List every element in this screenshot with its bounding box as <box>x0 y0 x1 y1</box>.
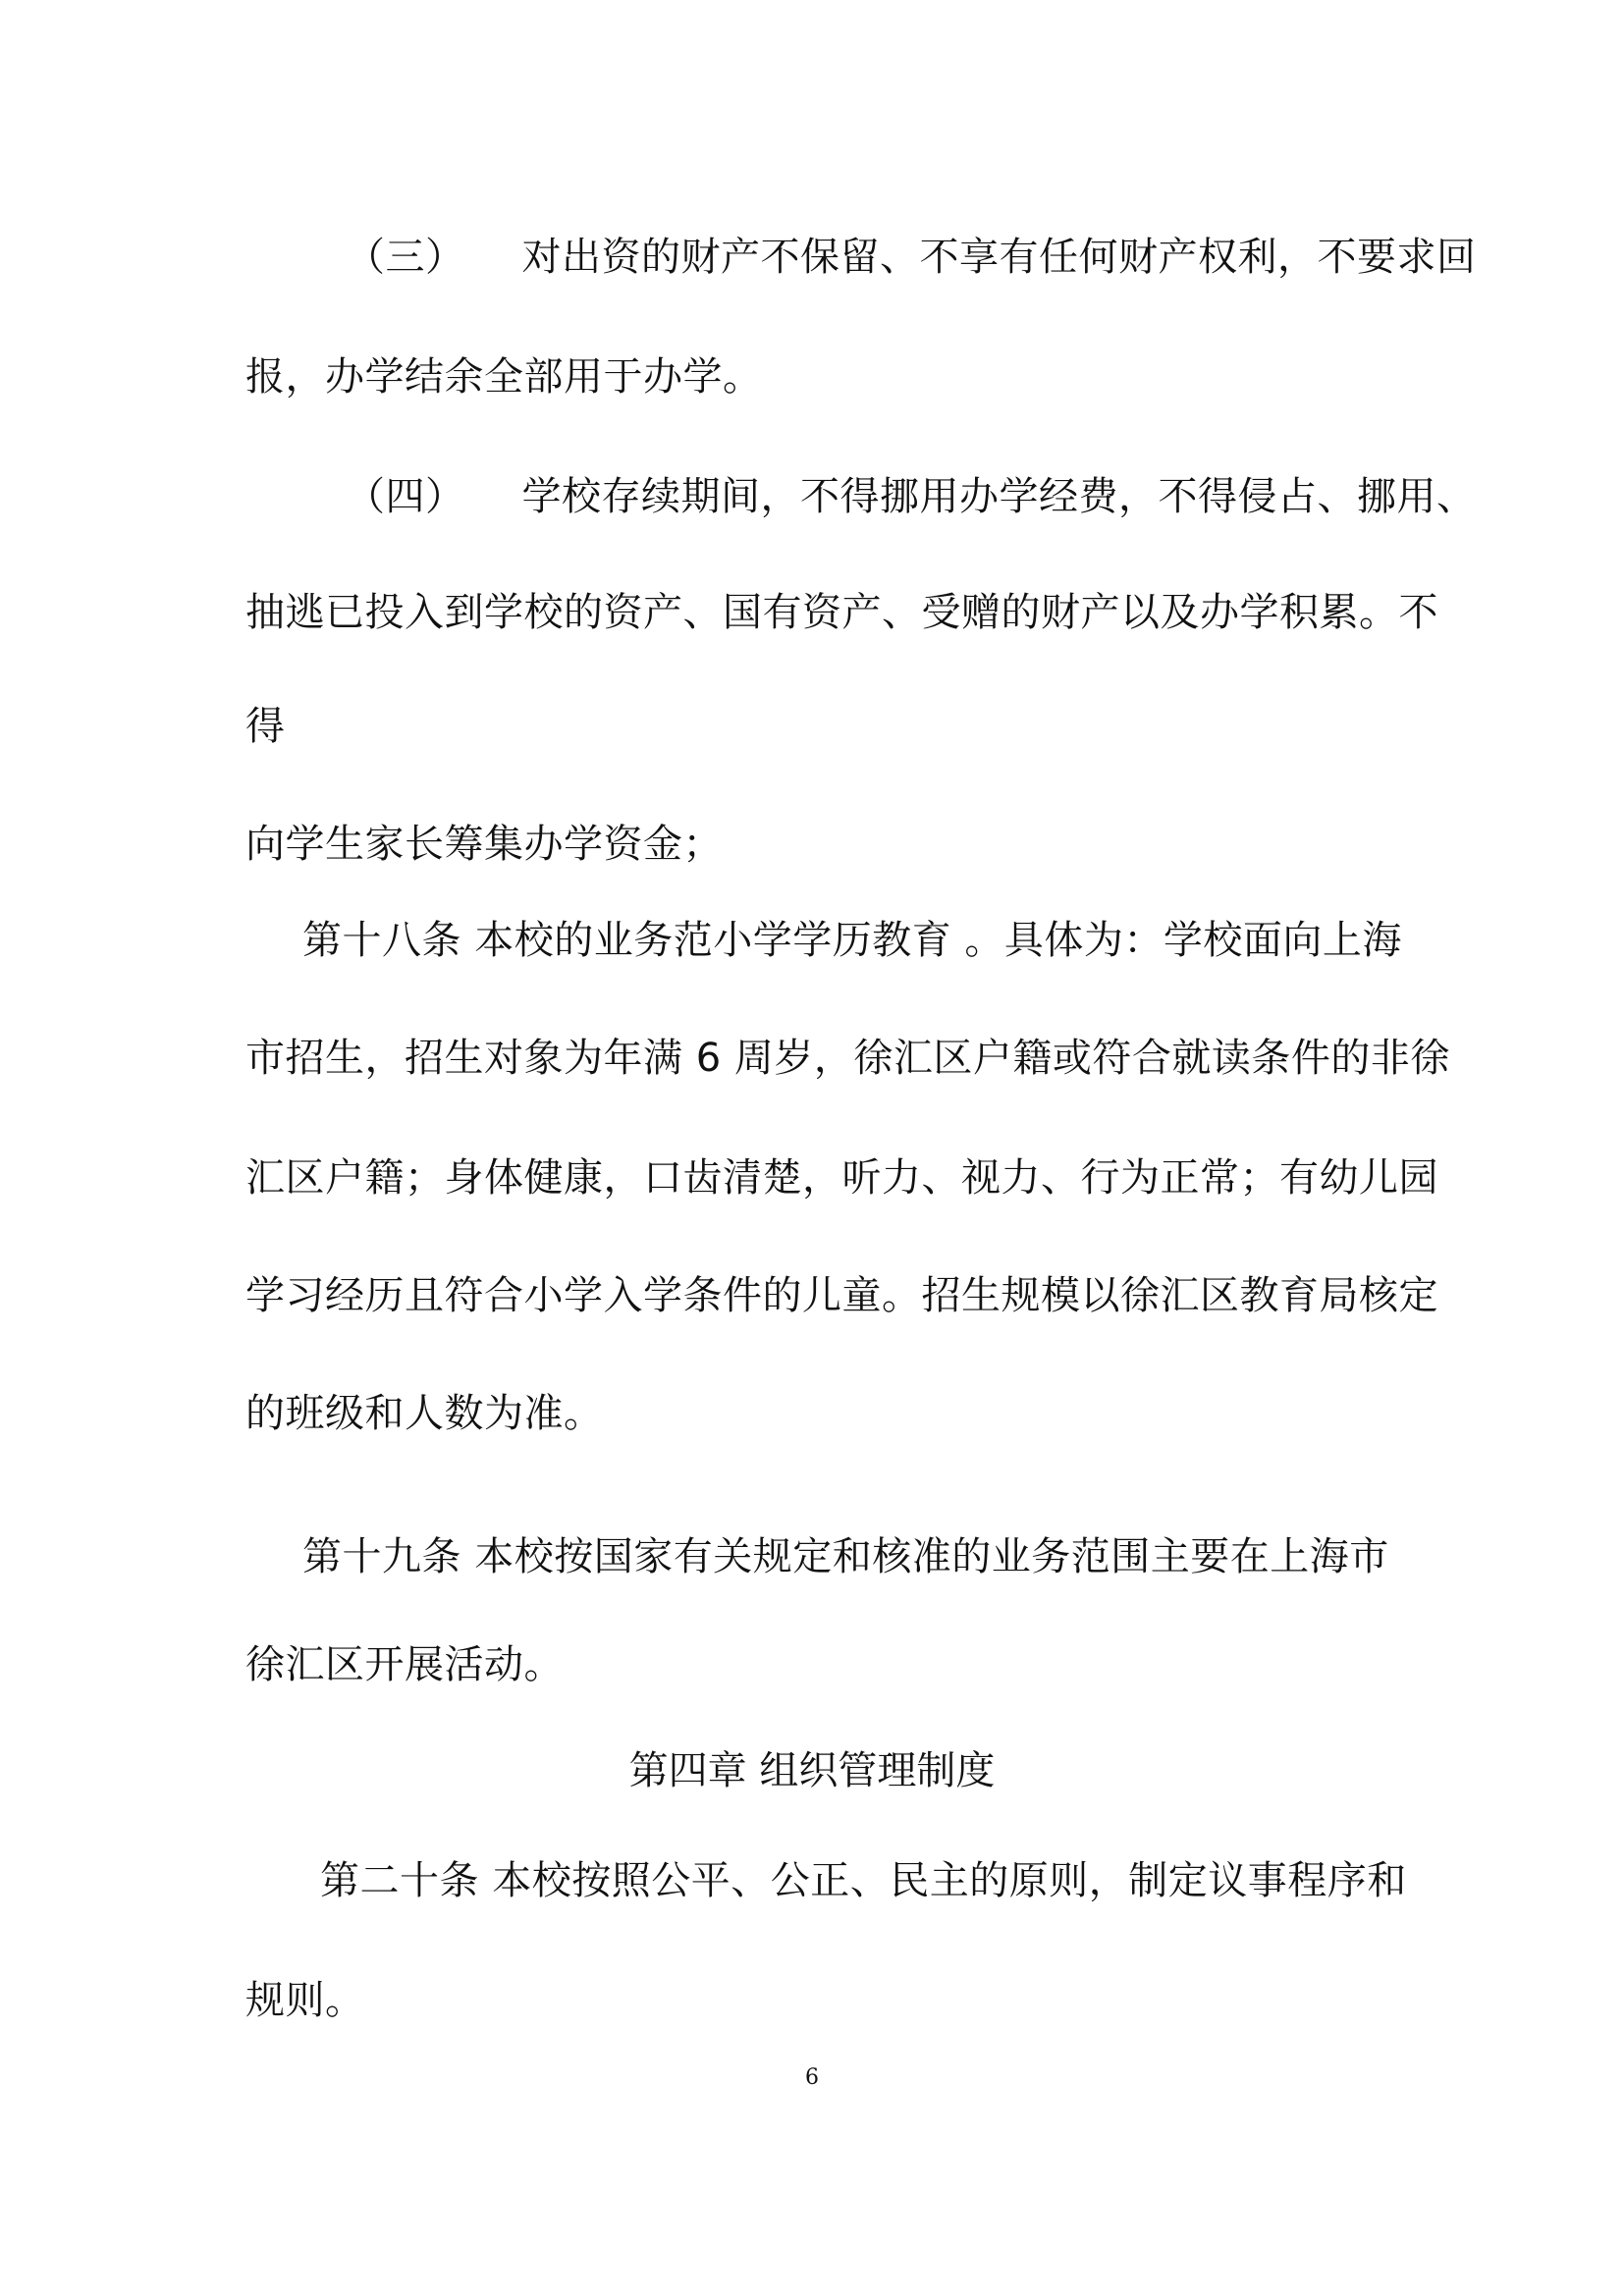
item-4-continuation-1: 抽逃已投入到学校的资产、国有资产、受赠的财产以及办学积累。不 <box>245 590 1438 635</box>
article-19-line-2: 徐汇区开展活动。 <box>245 1642 564 1687</box>
item-4-continuation-2: 得 <box>245 704 286 749</box>
article-20-line-2: 规则。 <box>245 1978 365 2023</box>
item-4-text: 学校存续期间，不得挪用办学经费，不得侵占、挪用、 <box>521 474 1477 519</box>
article-19-line-1: 第十九条 本校按国家有关规定和核准的业务范围主要在上海市 <box>302 1534 1389 1579</box>
item-4-marker: （四） <box>346 474 465 519</box>
article-18-line-5: 的班级和人数为准。 <box>245 1391 604 1436</box>
item-4-continuation-3: 向学生家长筹集办学资金； <box>245 822 723 867</box>
item-3-marker: （三） <box>346 235 465 280</box>
article-18-line-1: 第十八条 本校的业务范小学学历教育 。具体为：学校面向上海 <box>302 918 1402 963</box>
article-18-line-4: 学习经历且符合小学入学条件的儿童。招生规模以徐汇区教育局核定 <box>245 1273 1438 1318</box>
item-3-text: 对出资的财产不保留、不享有任何财产权利，不要求回 <box>521 235 1477 280</box>
chapter-4-heading: 第四章 组织管理制度 <box>628 1748 996 1793</box>
item-3-first-line <box>346 234 1477 281</box>
item-4-first-line <box>346 473 1477 520</box>
article-18-line-2: 市招生，招生对象为年满 6 周岁，徐汇区户籍或符合就读条件的非徐 <box>245 1036 1450 1081</box>
article-20-line-1: 第二十条 本校按照公平、公正、民主的原则，制定议事程序和 <box>320 1858 1407 1903</box>
item-3-continuation: 报，办学结余全部用于办学。 <box>245 354 763 400</box>
page-number: 6 <box>805 2065 819 2090</box>
article-18-line-3: 汇区户籍；身体健康，口齿清楚，听力、视力、行为正常；有幼儿园 <box>245 1155 1438 1201</box>
